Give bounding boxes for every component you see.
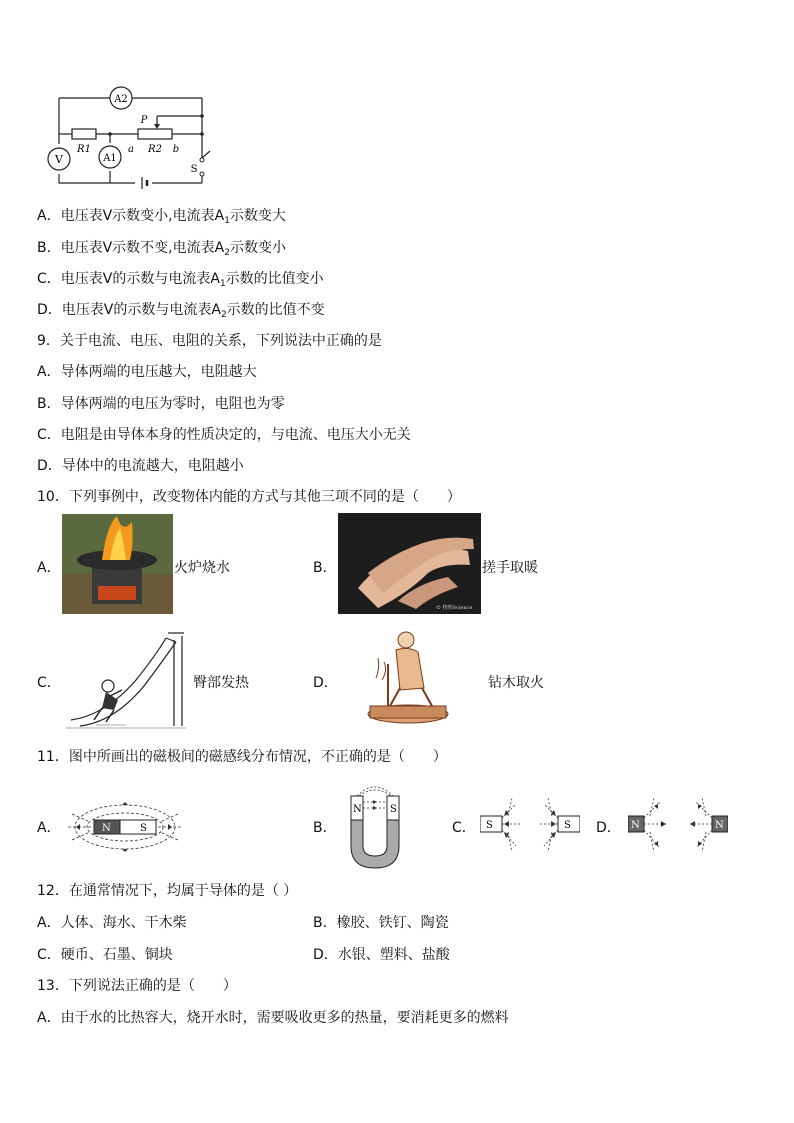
q11-option-b-letter: B．: [313, 820, 337, 836]
q12-stem: 12．在通常情况下，均属于导体的是（ ）: [37, 883, 298, 899]
q11-option-c-letter: C．: [452, 820, 476, 836]
q10-option-b-caption: 搓手取暖: [482, 560, 538, 576]
child-on-slide-drawing: [66, 630, 186, 730]
q8-option-a: A．电压表V示数变小,电流表$A_1$示数变大: [37, 208, 286, 226]
drilling-wood-fire-drawing: [366, 628, 450, 726]
pole-n-label: N: [715, 820, 724, 831]
pole-s-label: S: [564, 820, 571, 831]
q12-option-a: A．人体、海水、干木柴: [37, 915, 187, 931]
rheostat-r2-label: R2: [148, 144, 162, 155]
q10-option-c-letter: C．: [37, 675, 61, 691]
u-magnet-field-lines: [347, 776, 403, 872]
q13-option-a: A．由于水的比热容大，烧开水时，需要吸收更多的热量，要消耗更多的燃料: [37, 1010, 509, 1026]
q8-option-b: B．电压表V示数不变,电流表$A_2$示数变小: [37, 240, 286, 258]
q8-option-c: C．电压表V的示数与电流表$A_1$示数的比值变小: [37, 271, 324, 289]
q13-stem: 13．下列说法正确的是（ ）: [37, 978, 237, 994]
photo-watermark: © 物理Science: [436, 605, 473, 611]
q10-option-d-caption: 钻木取火: [488, 675, 544, 691]
q10-option-d-letter: D．: [313, 675, 338, 691]
boiling-water-on-fire-photo: [62, 514, 173, 614]
pole-s-label: S: [486, 820, 493, 831]
voltmeter-label: V: [55, 153, 63, 166]
two-s-poles-field-lines: [480, 796, 580, 854]
pole-n-label: N: [102, 823, 111, 834]
q10-option-b-letter: B．: [313, 560, 337, 576]
pole-s-label: S: [140, 823, 147, 834]
pole-s-label: S: [390, 804, 397, 815]
q9-option-a: A．导体两端的电压越大，电阻越大: [37, 364, 257, 380]
switch-s-label: S: [190, 164, 198, 175]
ammeter-a2-label: A2: [114, 94, 128, 105]
pole-n-label: N: [353, 804, 362, 815]
bar-magnet-field-lines: [66, 796, 184, 858]
slider-p-label: P: [140, 115, 148, 126]
rubbing-hands-photo: [338, 513, 481, 614]
q10-option-a-caption: 火炉烧水: [174, 560, 230, 576]
ammeter-a1-label: A1: [103, 153, 117, 164]
q10-stem: 10．下列事例中，改变物体内能的方式与其他三项不同的是（ ）: [37, 489, 461, 505]
q12-option-b: B．橡胶、铁钉、陶瓷: [313, 915, 449, 931]
q11-option-d-letter: D．: [596, 820, 621, 836]
q11-stem: 11．图中所画出的磁极间的磁感线分布情况，不正确的是（ ）: [37, 749, 447, 765]
resistor-r1-label: R1: [77, 144, 91, 155]
q9-stem: 9．关于电流、电压、电阻的关系，下列说法中正确的是: [37, 333, 382, 349]
q10-option-c-caption: 臀部发热: [193, 675, 249, 691]
q9-option-c: C．电阻是由导体本身的性质决定的，与电流、电压大小无关: [37, 427, 411, 443]
q12-option-d: D．水银、塑料、盐酸: [313, 947, 450, 963]
q9-option-b: B．导体两端的电压为零时，电阻也为零: [37, 396, 285, 412]
end-b-label: b: [172, 144, 180, 155]
q12-option-c: C．硬币、石墨、铜块: [37, 947, 173, 963]
two-n-poles-field-lines: [628, 796, 728, 854]
pole-n-label: N: [631, 820, 640, 831]
q9-option-d: D．导体中的电流越大，电阻越小: [37, 458, 244, 474]
end-a-label: a: [128, 144, 134, 155]
q8-option-d: D．电压表V的示数与电流表$A_2$示数的比值不变: [37, 302, 325, 320]
circuit-diagram: [40, 86, 220, 190]
q11-option-a-letter: A．: [37, 820, 61, 836]
q10-option-a-letter: A．: [37, 560, 61, 576]
